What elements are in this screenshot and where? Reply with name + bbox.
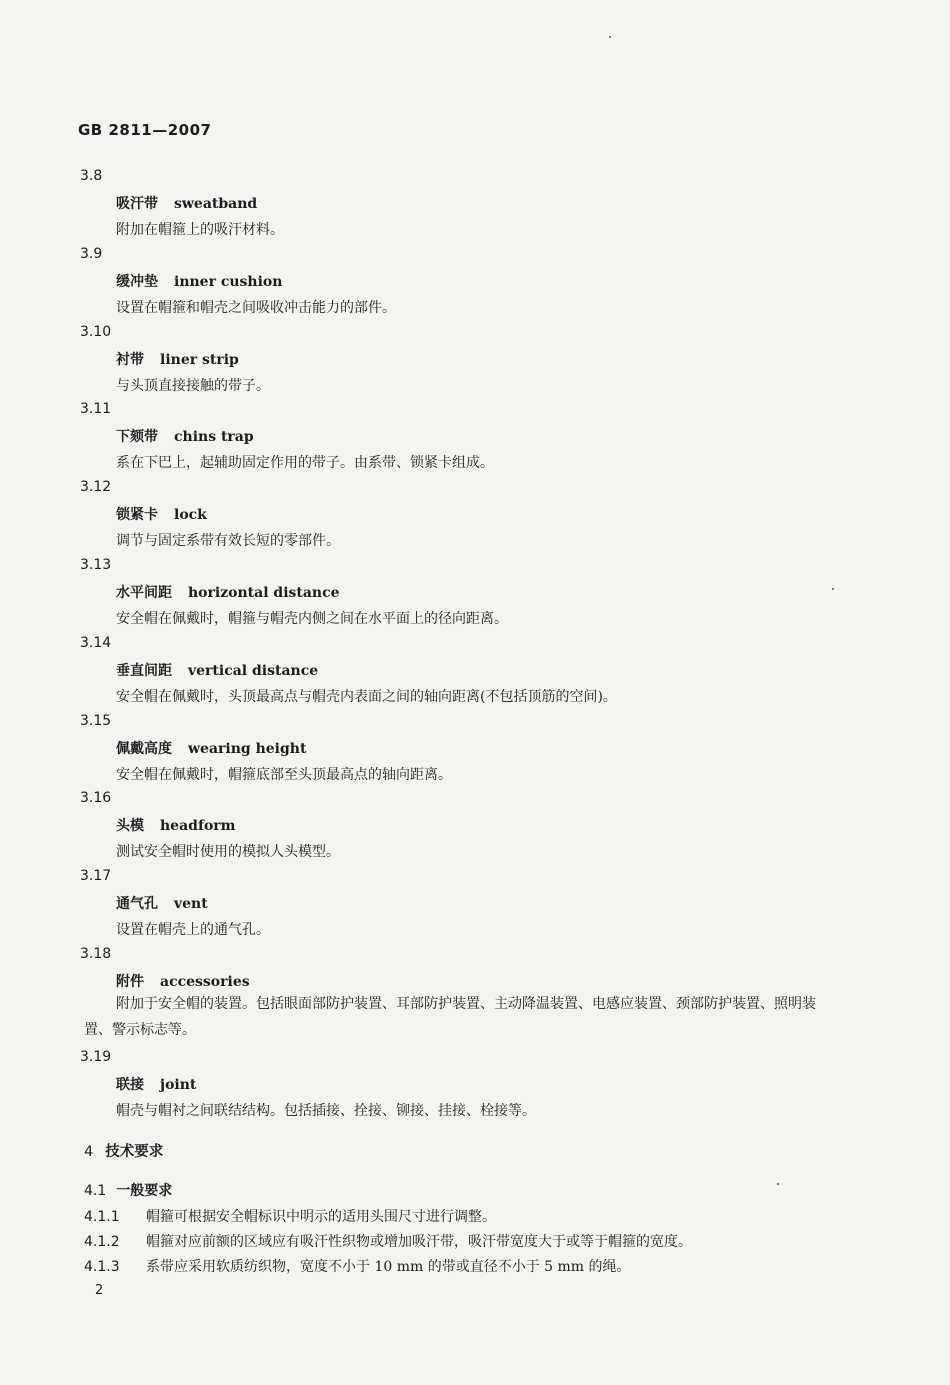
term-definition: 附加在帽箍上的吸汗材料。 [116,222,284,238]
requirement-item [84,1256,631,1276]
requirement-item [84,1231,692,1251]
term-zh: 吸汗带 [116,196,158,212]
requirement-text: 帽箍可根据安全帽标识中明示的适用头围尺寸进行调整。 [146,1209,496,1225]
term-number: 3.15 [80,712,112,729]
term-zh: 锁紧卡 [116,507,158,524]
term-title [116,582,340,602]
term-entry [0,868,950,946]
term-en: liner strip [160,351,239,368]
term-definition: 帽壳与帽衬之间联结结构。包括插接、拴接、铆接、挂接、栓接等。 [116,1102,536,1119]
term-number: 3.12 [80,479,112,496]
term-zh: 附件 [116,973,144,990]
term-en: inner cushion [174,273,283,290]
term-zh: 头模 [116,818,144,835]
term-entry [0,401,950,479]
term-title [116,660,318,680]
term-title [116,349,239,369]
term-title [116,426,254,446]
term-definition: 安全帽在佩戴时，帽箍底部至头顶最高点的轴向距离。 [116,766,452,783]
term-zh: 水平间距 [116,584,172,601]
term-number: 3.17 [80,868,112,885]
term-en: joint [160,1076,197,1093]
requirement-number: 4.1.1 [84,1209,120,1225]
subsection-heading [84,1180,172,1200]
term-en: chins trap [174,429,254,446]
term-zh: 下颏带 [116,429,158,446]
term-zh: 垂直间距 [116,662,172,679]
subsection-title: 一般要求 [116,1183,173,1199]
term-entry [0,246,950,324]
section-number: 4 [84,1144,94,1160]
term-definition: 安全帽在佩戴时，头顶最高点与帽壳内表面之间的轴向距离(不包括顶筋的空间)。 [116,688,617,705]
section-heading [84,1140,163,1161]
term-zh: 佩戴高度 [116,740,172,757]
term-entry [0,557,950,635]
term-definition: 安全帽在佩戴时，帽箍与帽壳内侧之间在水平面上的径向距离。 [116,610,508,627]
term-title [116,1074,196,1094]
term-en: wearing height [188,740,307,757]
subsection-number: 4.1 [84,1183,107,1199]
term-title [116,815,236,835]
term-title [116,738,306,758]
term-number: 3.16 [80,790,112,807]
term-title [116,504,207,524]
term-zh: 衬带 [116,351,144,368]
term-en: vertical distance [188,662,319,679]
scan-speck [832,588,834,590]
term-number: 3.13 [80,556,112,573]
term-title [116,193,257,213]
requirement-text: 系带应采用软质纺织物，宽度不小于 10 mm 的带或直径不小于 5 mm 的绳。 [146,1259,631,1275]
term-en: vent [174,896,208,913]
term-number: 3.18 [80,945,112,962]
scan-speck [777,1183,779,1185]
term-title [116,893,208,913]
requirement-number: 4.1.3 [84,1259,120,1275]
term-en: horizontal distance [188,584,340,601]
terms-list [0,168,950,1127]
term-entry [0,790,950,868]
term-en: accessories [160,973,250,990]
term-definition: 设置在帽箍和帽壳之间吸收冲击能力的部件。 [116,299,396,316]
term-entry [0,168,950,246]
term-entry [0,479,950,557]
term-number: 3.14 [80,634,112,651]
term-number: 3.8 [80,168,103,184]
term-number: 3.11 [80,401,112,418]
term-entry [0,1049,950,1127]
term-title [116,271,282,291]
term-definition: 测试安全帽时使用的模拟人头模型。 [116,844,340,861]
term-zh: 缓冲垫 [116,273,158,290]
standard-header: GB 2811—2007 [78,121,212,139]
section-title: 技术要求 [105,1143,164,1160]
term-en: sweatband [174,196,258,212]
term-definition: 系在下巴上，起辅助固定作用的带子。由系带、锁紧卡组成。 [116,455,494,472]
term-zh: 联接 [116,1076,144,1093]
term-entry [0,635,950,713]
term-definition: 附加于安全帽的装置。包括眼面部防护装置、耳部防护装置、主动降温装置、电感应装置、颈部防护装置、照明装置、警示标志等。 [84,995,816,1038]
term-title [116,971,250,991]
term-zh: 通气孔 [116,896,158,913]
term-entry [0,713,950,791]
term-number: 3.10 [80,323,112,340]
term-definition: 设置在帽壳上的通气孔。 [116,922,270,939]
requirement-item [84,1206,496,1226]
term-en: lock [174,507,207,524]
scan-speck [609,36,611,38]
term-definition: 与头顶直接接触的带子。 [116,377,270,394]
term-definition: 调节与固定系带有效长短的零部件。 [116,533,340,550]
requirement-number: 4.1.2 [84,1234,120,1250]
page-number: 2 [95,1283,104,1298]
term-number: 3.9 [80,245,103,262]
requirement-text: 帽箍对应前额的区域应有吸汗性织物或增加吸汗带，吸汗带宽度大于或等于帽箍的宽度。 [146,1234,692,1250]
term-en: headform [160,818,236,835]
term-entry [0,946,950,1049]
term-entry [0,324,950,402]
term-number: 3.19 [80,1048,112,1065]
